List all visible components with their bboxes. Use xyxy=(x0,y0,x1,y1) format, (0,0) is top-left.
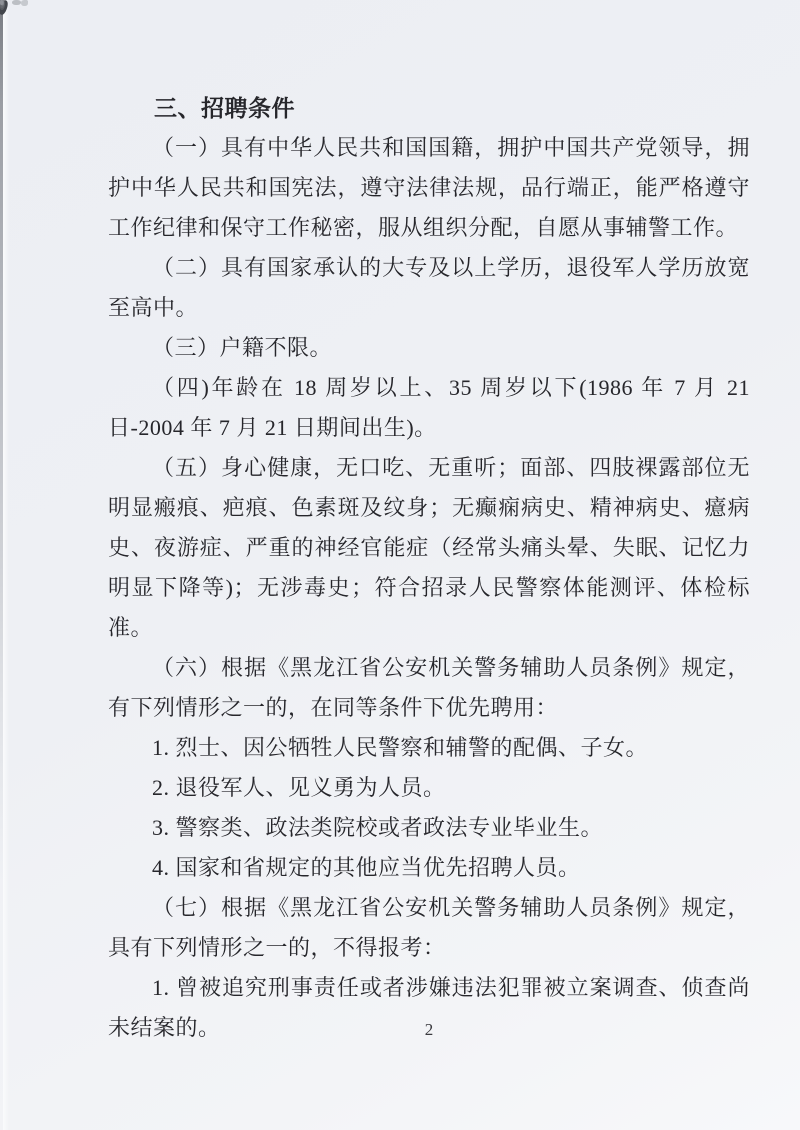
scan-artifact xyxy=(0,0,3,5)
document-body xyxy=(108,88,750,1048)
section-heading: 三、招聘条件 xyxy=(154,95,295,121)
doc-paragraph-household: （三）户籍不限。 xyxy=(152,335,333,360)
doc-paragraph-age: （四)年龄在 18 周岁以上、35 周岁以下(1986 年 7 月 21 日-2004 年 7 月 21 日期间出生)。 xyxy=(108,375,750,440)
doc-paragraph-education: （二）具有国家承认的大专及以上学历，退役军人学历放宽至高中。 xyxy=(108,255,750,320)
doc-list-item-disqualify-1: 1. 曾被追究刑事责任或者涉嫌违法犯罪被立案调查、侦查尚未结案的。 xyxy=(108,975,750,1040)
doc-list-item-priority-4: 4. 国家和省规定的其他应当优先招聘人员。 xyxy=(152,855,581,880)
scan-artifact xyxy=(21,0,28,6)
scan-artifact xyxy=(12,0,21,5)
doc-list-item-priority-3: 3. 警察类、政法类院校或者政法专业毕业生。 xyxy=(152,815,604,840)
doc-paragraph-health: （五）身心健康，无口吃、无重听；面部、四肢裸露部位无明显瘢痕、疤痕、色素斑及纹身；无癫痫病史、精神病史、癔病史、夜游症、严重的神经官能症（经常头痛头晕、失眠、记忆力明显下降等)；无涉毒史；符合招录人民警察体能测评、体检标准。 xyxy=(108,455,750,640)
doc-list-item-priority-1: 1. 烈士、因公牺牲人民警察和辅警的配偶、子女。 xyxy=(152,735,649,760)
doc-paragraph-disqualify-intro: （七）根据《黑龙江省公安机关警务辅助人员条例》规定，具有下列情形之一的，不得报考： xyxy=(108,895,750,960)
doc-paragraph-priority-intro: （六）根据《黑龙江省公安机关警务辅助人员条例》规定，有下列情形之一的，在同等条件下优先聘用： xyxy=(108,655,750,720)
page-number: 2 xyxy=(424,1020,434,1039)
doc-paragraph-citizenship: （一）具有中华人民共和国国籍，拥护中国共产党领导，拥护中华人民共和国宪法，遵守法律法规，品行端正，能严格遵守工作纪律和保守工作秘密，服从组织分配，自愿从事辅警工作。 xyxy=(108,135,750,240)
scan-edge-highlight xyxy=(3,0,9,1130)
doc-list-item-priority-2: 2. 退役军人、见义勇为人员。 xyxy=(152,775,446,800)
